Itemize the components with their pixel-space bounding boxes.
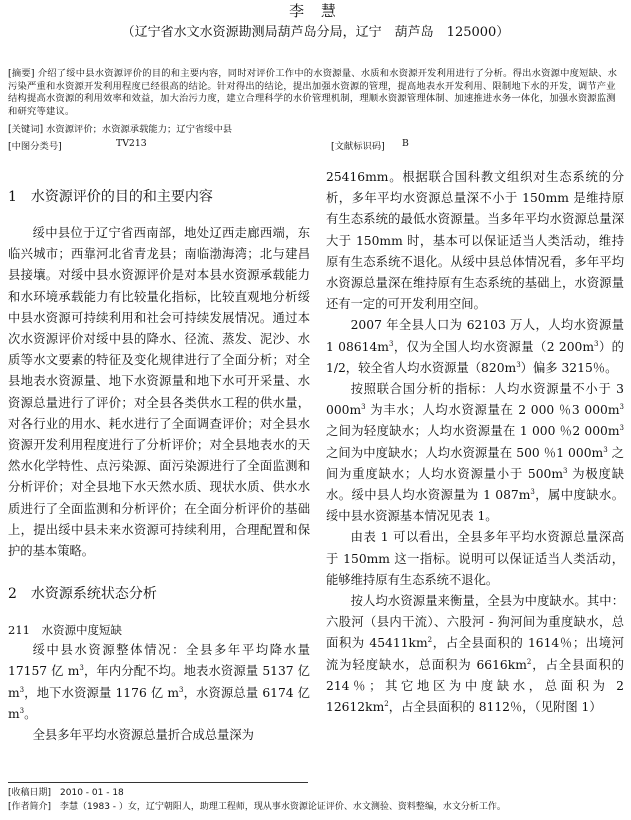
area-distribution-paragraph: 按人均水资源量来衡量，全县为中度缺水。其中：六股河（县内干流）、六股河 - 狗河间为重度缺水，总面积为 $45411km^2$，占全县面积的 1614％；出境河流为轻度缺水，总面积为 $6616km^2$，占全县面积的 214％；其它地区为中度缺水，总面积为 2 $12612km^2$，占全县面积的 8112％，（见附图 1） — [326, 594, 624, 715]
abstract-tag: [摘要] — [8, 68, 35, 79]
population-paragraph: 2007 年全县人口为 62103 万人，人均水资源量 1 $08614m^3$，仅为全国人均水资源量（2 $200m^3$）的 1/2，较全省人均水资源量$(820m^3)$偏多 3215％。 — [326, 318, 624, 375]
right-column — [326, 167, 624, 718]
doc-code-label: [文献标识码] — [331, 141, 385, 152]
abstract — [8, 68, 620, 118]
water-depth-paragraph: 全县多年平均水资源总量折合成总量深为 — [32, 728, 254, 743]
keywords-text: 水资源评价；水资源承载能力；辽宁省绥中县 — [46, 124, 233, 135]
clc-label: [中图分类号] — [8, 141, 62, 152]
section-2-heading: 2 水资源系统状态分析 — [8, 586, 157, 603]
doc-code-value: B — [402, 138, 409, 149]
author-name: 李 慧 — [289, 2, 342, 20]
subsection-2-1-heading: 211 水资源中度短缺 — [8, 623, 122, 638]
received-date-footnote: [收稿日期] 2010 - 01 - 18 — [8, 788, 124, 798]
keywords-tag: [关键词] — [8, 124, 44, 135]
section-1-heading: 1 水资源评价的目的和主要内容 — [8, 189, 213, 205]
footnote-divider — [8, 782, 308, 783]
clc-value: TV213 — [116, 138, 147, 149]
author-affiliation: （辽宁省水文水资源勘测局葫芦岛分局，辽宁 葫芦岛 125000） — [121, 25, 510, 40]
abstract-text: 介绍了绥中县水资源评价的目的和主要内容，同时对评价工作中的水资源量、水质和水资源开发利用进行了分析。得出水资源中度短缺、水污染严重和水资源开发利用程度已经很高的结论。针对得出的结论，提出加强水资源的管理，提高地表水开发利用、限制地下水的开发，调节产业结构提高水资源的利用效率和效益，加大治污力度，建立合理科学的水价管理机制，理顺水资源管理体制、加速推进水务一体化，加强水资源监测和研究等建议。 — [8, 68, 618, 117]
table-reference-paragraph: 由表 1 可以看出，全县多年平均水资源总量深高于 150mm 这一指标。说明可以保证适当人类活动，能够维持原有生态系统不退化。 — [326, 530, 624, 587]
section-1-paragraph: 绥中县位于辽宁省西南部，地处辽西走廊西端，东临兴城市；西靠河北省青龙县；南临渤海湾；北与建昌县接壤。对绥中县水资源评价是对本县水资源承载能力和水环境承载能力有比较量化指标，比较直观地分析绥中县水资源可持续利用和社会可持续发展情况。通过本次水资源评价对绥中县的降水、径流、蒸发、泥沙、水质等水文要素的特征及变化规律进行了全面分析；对全县地表水资源量、地下水资源量和地下水可开采量、水资源总量进行了评价；对全县各类供水工程的供水量，对各行业的用水、耗水进行了全面调查评价；对全县水资源开发利用程度进行了分析评价；对全县地表水的天然水化学特性、点污染源、面污染源进行了全面监测和分析评价；对全县地下水天然水质、现状水质、供水水质进行了全面监测和分析评价；在全面分析评价的基础上，提出绥中县未来水资源可持续利用，合理配置和保护的基本策略。 — [8, 226, 310, 559]
author-bio-footnote: [作者简介] 李慧（1983 - ）女，辽宁朝阳人，助理工程师，现从事水资源论证评价、水文测验、资料整编，水文分析工作。 — [8, 802, 506, 812]
water-overview-paragraph: 绥中县水资源整体情况：全县多年平均降水量 17157 亿 $m^3$，年内分配不均。地表水资源量 5137 亿 $m^3$，地下水资源量 1176 亿 $m^3$，水资源总量 6174 亿 $m^3$。 — [8, 643, 310, 721]
depth-continuation-paragraph: 25416mm。根据联合国科教文组织对生态系统的分析，多年平均水资源总量深不小于 150mm 是维持原有生态系统的最低水资源量。当多年平均水资源总量深大于 150mm 时，基本可以保证适当人类活动，维持原有生态系统不退化。从绥中县总体情况看，多年平均水资源总量深在维持原有生态系统的基础上，水资源量还有一定的可开发利用空间。 — [326, 170, 624, 312]
left-column — [8, 187, 310, 746]
un-criteria-paragraph: 按照联合国分析的指标：人均水资源量不小于 3 $000m^3$ 为丰水；人均水资源量在 2 000 ％3 $000m^3$ 之间为轻度缺水；人均水资源量在 1 000 ％2 $000m^3$ 之间为中度缺水；人均水资源量在 500 ％1 $000m^3$ 之间为重度缺水；人均水资源量小于 $500m^3$ 为极度缺水。绥中县人均水资源量为 1 $087m^3$，属中度缺水。绥中县水资源基本情况见表 1。 — [326, 382, 624, 524]
keywords — [8, 124, 620, 137]
